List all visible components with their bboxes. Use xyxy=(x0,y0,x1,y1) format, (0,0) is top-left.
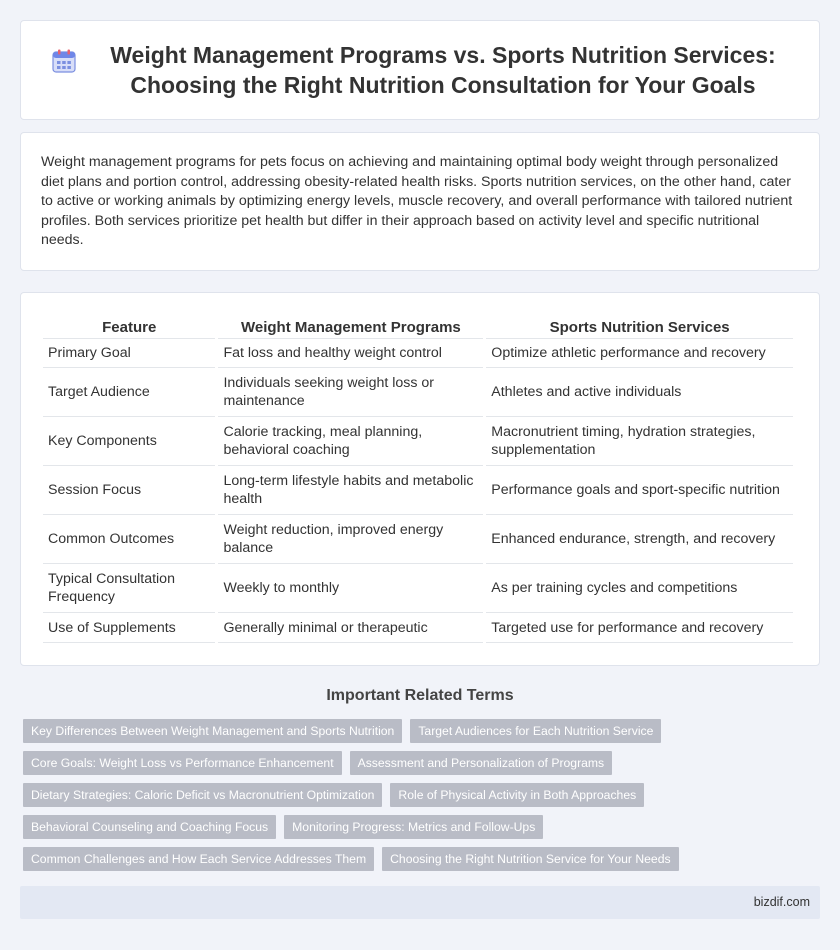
weight-management-cell: Weight reduction, improved energy balance xyxy=(218,515,483,564)
tag-row xyxy=(23,719,823,743)
related-term-tag[interactable]: Common Challenges and How Each Service Addresses Them xyxy=(23,847,374,871)
related-term-tag[interactable]: Choosing the Right Nutrition Service for Your Needs xyxy=(382,847,678,871)
footer-bar xyxy=(20,886,820,919)
column-header-feature: Feature xyxy=(43,313,215,339)
table-row xyxy=(43,417,793,466)
related-term-tag[interactable]: Target Audiences for Each Nutrition Service xyxy=(410,719,661,743)
comparison-card xyxy=(20,292,820,666)
tag-row xyxy=(23,751,823,775)
feature-cell: Common Outcomes xyxy=(43,515,215,564)
related-term-tag[interactable]: Role of Physical Activity in Both Approaches xyxy=(390,783,644,807)
column-header-weight-management: Weight Management Programs xyxy=(218,313,483,339)
related-term-tag[interactable]: Key Differences Between Weight Management and Sports Nutrition xyxy=(23,719,402,743)
weight-management-cell: Long-term lifestyle habits and metabolic health xyxy=(218,466,483,515)
sports-nutrition-cell: Performance goals and sport-specific nutrition xyxy=(486,466,793,515)
table-row xyxy=(43,368,793,417)
weight-management-cell: Weekly to monthly xyxy=(218,564,483,613)
weight-management-cell: Individuals seeking weight loss or maintenance xyxy=(218,368,483,417)
feature-cell: Key Components xyxy=(43,417,215,466)
calendar-icon xyxy=(51,48,77,74)
tag-row xyxy=(23,847,823,871)
feature-cell: Target Audience xyxy=(43,368,215,417)
table-row xyxy=(43,339,793,368)
intro-paragraph: Weight management programs for pets focus on achieving and maintaining optimal body weight through personalized diet plans and portion control, addressing obesity-related health risks. Sports nutrition services, on the other hand, cater to active or working animals by optimizing energy levels, muscle recovery, and overall performance with tailored nutrient profiles. Both services prioritize pet health but differ in their approach based on activity level and specific nutritional needs. xyxy=(41,154,793,249)
feature-cell: Session Focus xyxy=(43,466,215,515)
sports-nutrition-cell: As per training cycles and competitions xyxy=(486,564,793,613)
related-term-tag[interactable]: Monitoring Progress: Metrics and Follow-Ups xyxy=(284,815,543,839)
column-header-sports-nutrition: Sports Nutrition Services xyxy=(486,313,793,339)
table-row xyxy=(43,515,793,564)
related-term-tag[interactable]: Assessment and Personalization of Programs xyxy=(350,751,613,775)
related-term-tag[interactable]: Behavioral Counseling and Coaching Focus xyxy=(23,815,276,839)
sports-nutrition-cell: Targeted use for performance and recovery xyxy=(486,613,793,643)
comparison-table xyxy=(40,313,796,643)
sports-nutrition-cell: Macronutrient timing, hydration strategies, supplementation xyxy=(486,417,793,466)
tag-row xyxy=(23,815,823,839)
table-row xyxy=(43,466,793,515)
related-term-tag[interactable]: Dietary Strategies: Caloric Deficit vs Macronutrient Optimization xyxy=(23,783,382,807)
weight-management-cell: Fat loss and healthy weight control xyxy=(218,339,483,368)
related-term-tag[interactable]: Core Goals: Weight Loss vs Performance Enhancement xyxy=(23,751,342,775)
page-title: Weight Management Programs vs. Sports Nutrition Services: Choosing the Right Nutrition Consultation for Your Goals xyxy=(110,42,776,98)
header-card xyxy=(20,20,820,120)
feature-cell: Primary Goal xyxy=(43,339,215,368)
table-header-row xyxy=(43,313,793,339)
table-row xyxy=(43,613,793,643)
feature-cell: Use of Supplements xyxy=(43,613,215,643)
related-terms-list xyxy=(23,719,823,879)
table-row xyxy=(43,564,793,613)
weight-management-cell: Generally minimal or therapeutic xyxy=(218,613,483,643)
tag-row xyxy=(23,783,823,807)
related-terms-heading: Important Related Terms xyxy=(326,687,514,704)
sports-nutrition-cell: Enhanced endurance, strength, and recovery xyxy=(486,515,793,564)
feature-cell: Typical Consultation Frequency xyxy=(43,564,215,613)
site-brand[interactable]: bizdif.com xyxy=(753,895,810,909)
intro-card xyxy=(20,132,820,271)
sports-nutrition-cell: Optimize athletic performance and recovery xyxy=(486,339,793,368)
weight-management-cell: Calorie tracking, meal planning, behavioral coaching xyxy=(218,417,483,466)
sports-nutrition-cell: Athletes and active individuals xyxy=(486,368,793,417)
